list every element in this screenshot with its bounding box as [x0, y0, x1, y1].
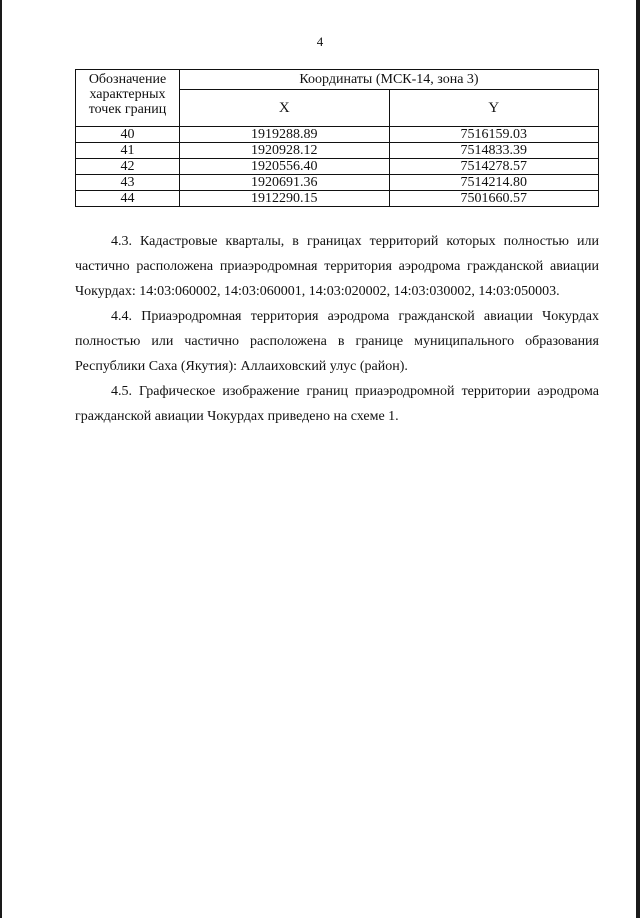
table-row — [76, 159, 599, 175]
point-cell: 43 — [76, 175, 180, 191]
page-number: 4 — [316, 34, 324, 49]
x-cell: 1912290.15 — [180, 191, 390, 207]
point-cell: 44 — [76, 191, 180, 207]
point-cell: 42 — [76, 159, 180, 175]
point-cell: 41 — [76, 143, 180, 159]
paragraph-text: 4.3. Кадастровые кварталы, в границах территорий которых полностью или частично расположена приаэродромная территория аэродрома гражданской авиации Чокурдах: 14:03:060002, 14:03:060001, 14:03:020002, 14:03:030002, 14:03:050003. — [75, 234, 599, 299]
y-cell: 7514833.39 — [389, 143, 599, 159]
paragraph-4-4 — [75, 304, 599, 379]
header-y: Y — [389, 90, 599, 127]
table-row — [76, 175, 599, 191]
table-row — [76, 191, 599, 207]
y-cell: 7501660.57 — [389, 191, 599, 207]
header-coordinates: Координаты (МСК-14, зона 3) — [180, 70, 599, 90]
header-point-designation: Обозначение характерных точек границ — [76, 70, 180, 127]
paragraph-text: 4.4. Приаэродромная территория аэродрома гражданской авиации Чокурдах полностью или частично расположена в границе муниципального образования Республики Саха (Якутия): Аллаиховский улус (район). — [75, 309, 599, 374]
paragraph-text: 4.5. Графическое изображение границ приаэродромной территории аэродрома гражданской авиации Чокурдах приведено на схеме 1. — [75, 384, 599, 424]
table-row — [76, 127, 599, 143]
coordinates-table — [75, 69, 599, 207]
table-row — [76, 143, 599, 159]
y-cell: 7514278.57 — [389, 159, 599, 175]
scan-edge-left — [0, 0, 2, 918]
x-cell: 1920928.12 — [180, 143, 390, 159]
y-cell: 7516159.03 — [389, 127, 599, 143]
y-cell: 7514214.80 — [389, 175, 599, 191]
header-x: X — [180, 90, 390, 127]
x-cell: 1920691.36 — [180, 175, 390, 191]
scan-edge-right — [636, 0, 640, 918]
x-cell: 1919288.89 — [180, 127, 390, 143]
point-cell: 40 — [76, 127, 180, 143]
x-cell: 1920556.40 — [180, 159, 390, 175]
paragraph-4-3 — [75, 229, 599, 304]
paragraph-4-5 — [75, 379, 599, 429]
